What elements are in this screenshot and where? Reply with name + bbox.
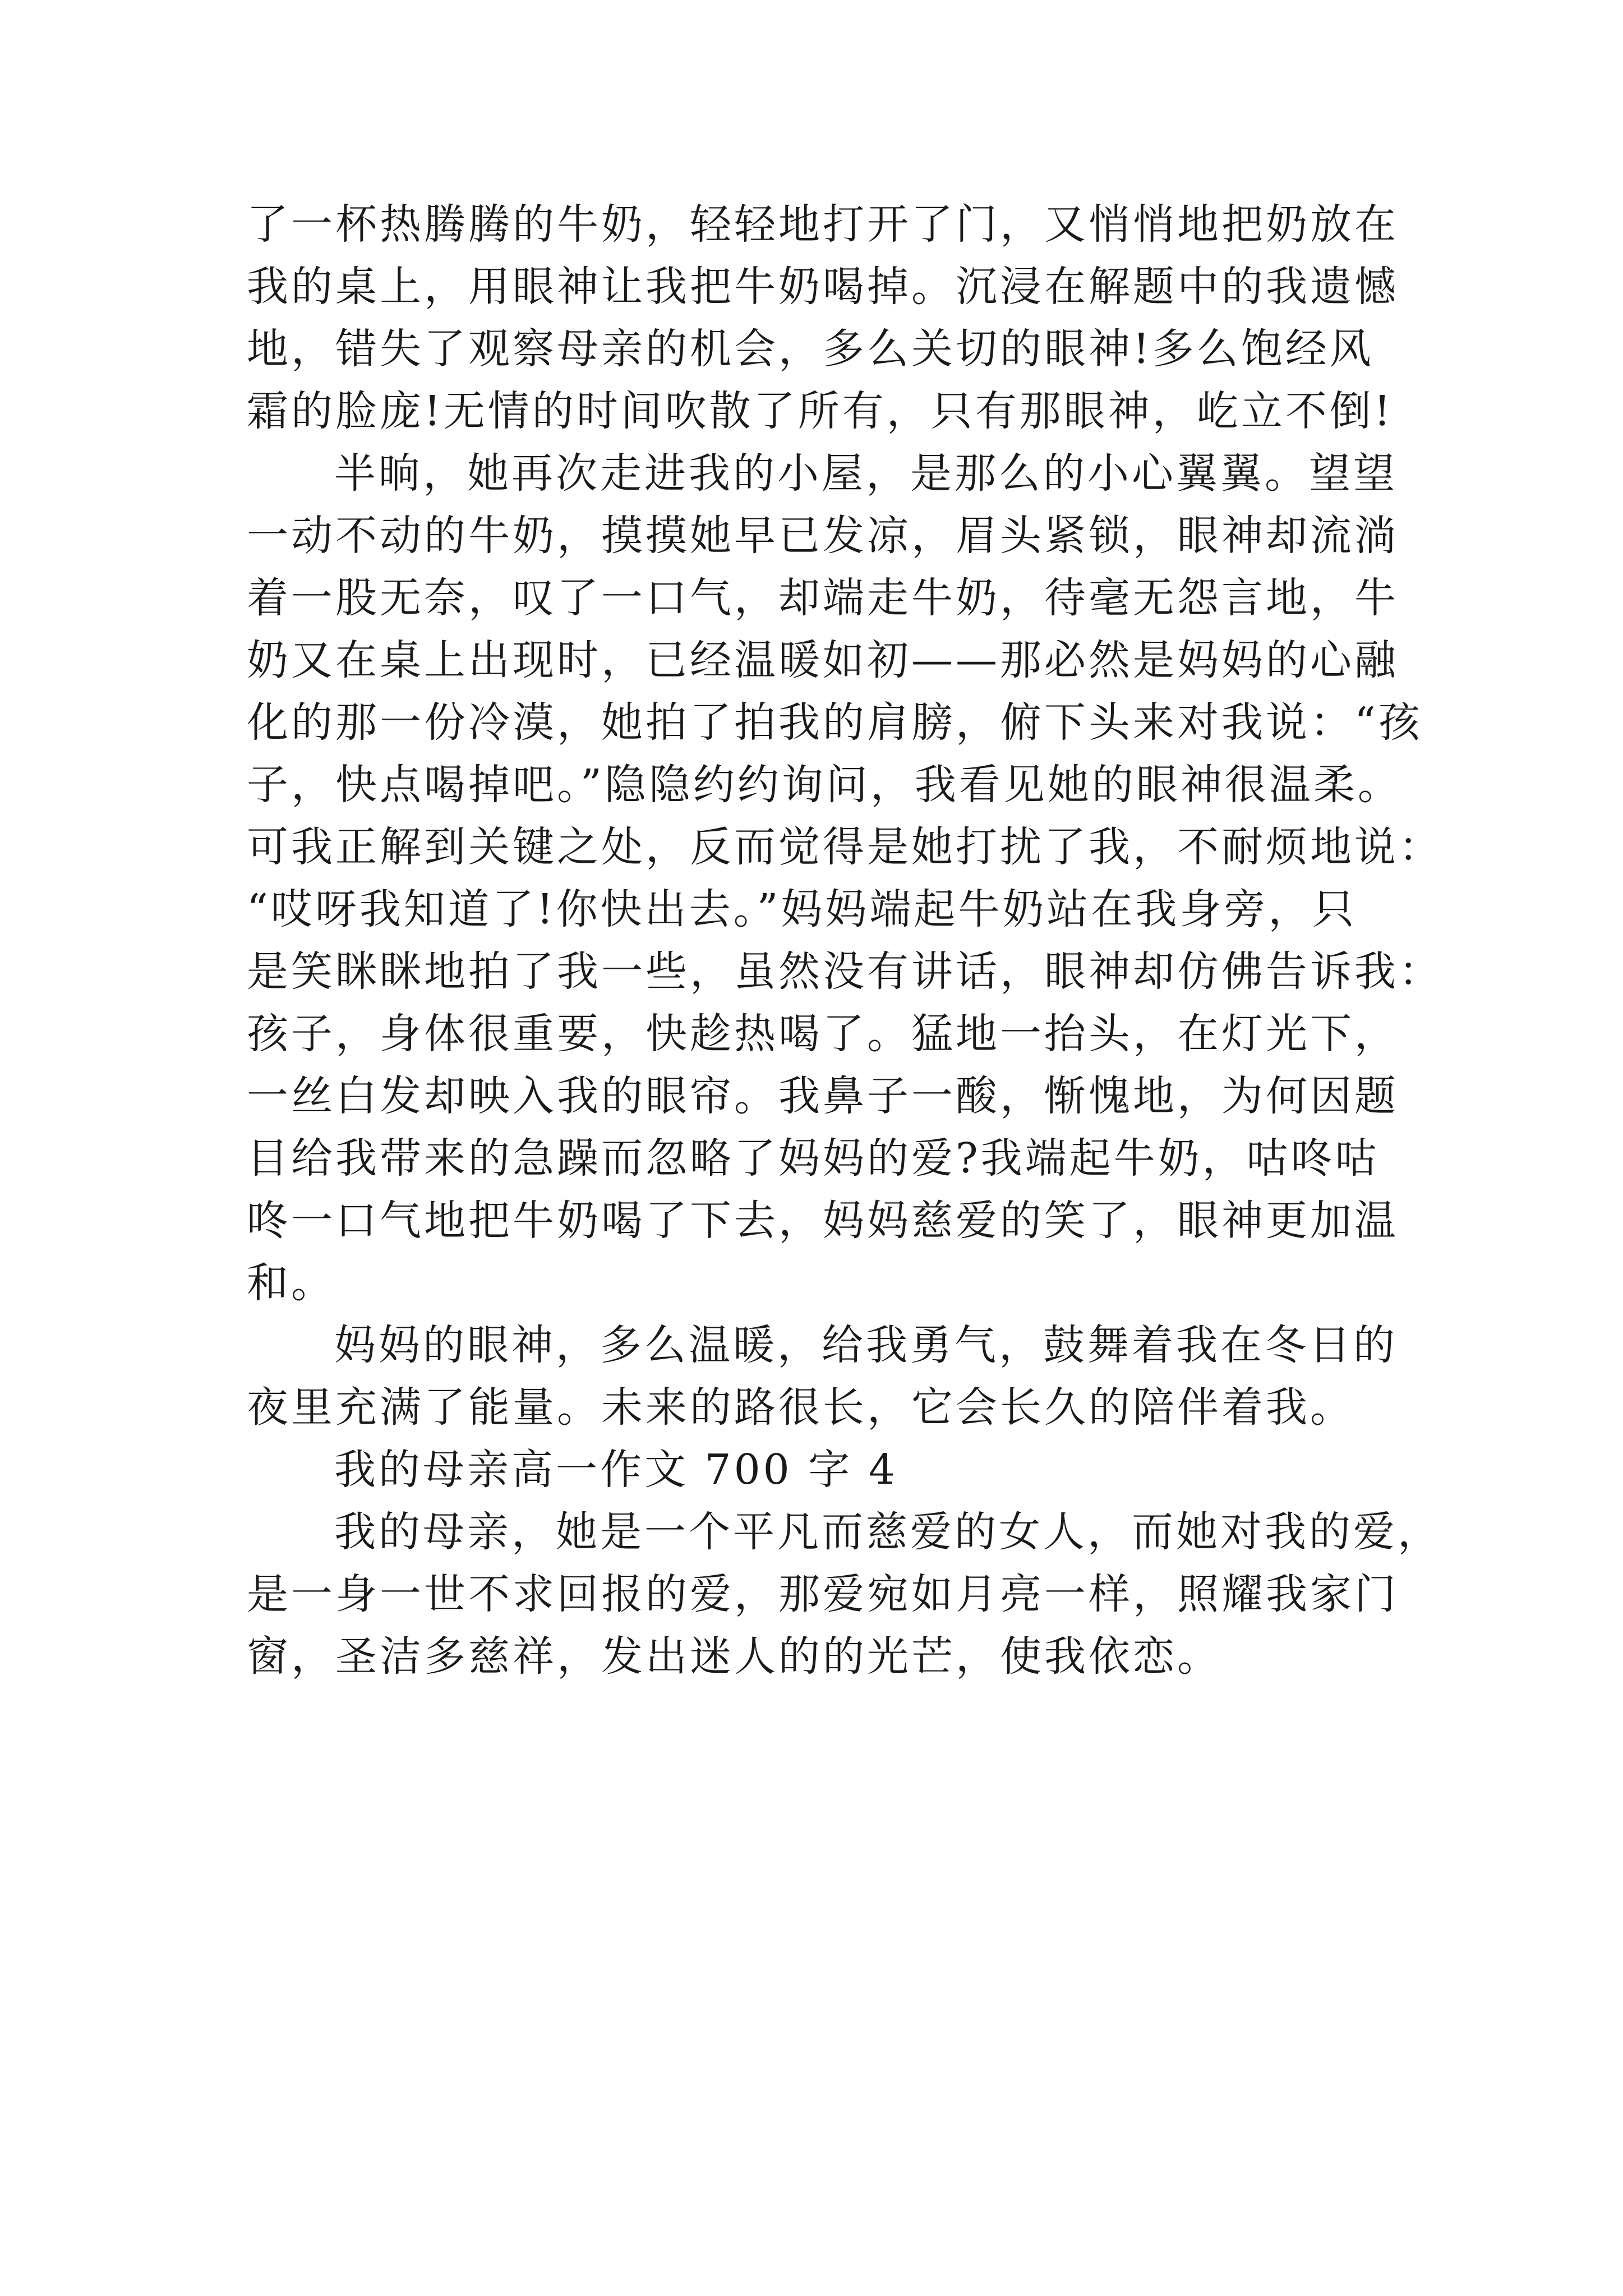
text-line: 了一杯热腾腾的牛奶，轻轻地打开了门，又悄悄地把奶放在 (247, 200, 1399, 249)
text-line: 是一身一世不求回报的爱，那爱宛如月亮一样，照耀我家门 (247, 1570, 1399, 1618)
text-line: 着一股无奈，叹了一口气，却端走牛奶，待毫无怨言地，牛 (247, 574, 1399, 622)
paragraph-start-line: 半晌，她再次走进我的小屋，是那么的小心翼翼。望望 (334, 449, 1398, 498)
text-line: 我的桌上，用眼神让我把牛奶喝掉。沉浸在解题中的我遗憾 (247, 263, 1399, 311)
paragraph-start-line: 我的母亲，她是一个平凡而慈爱的女人，而她对我的爱， (334, 1508, 1442, 1556)
text-line: 和。 (247, 1259, 335, 1307)
essay-heading: 我的母亲高一作文 700 字 4 (334, 1446, 898, 1494)
text-line: 是笑眯眯地拍了我一些，虽然没有讲话，眼神却仿佛告诉我： (247, 947, 1443, 996)
text-line: 奶又在桌上出现时，已经温暖如初——那必然是妈妈的心融 (247, 636, 1399, 684)
text-line: 窗，圣洁多慈祥，发出迷人的的光芒，使我依恋。 (247, 1632, 1221, 1681)
text-line: 地，错失了观察母亲的机会，多么关切的眼神!多么饱经风 (247, 325, 1374, 373)
text-line: 咚一口气地把牛奶喝了下去，妈妈慈爱的笑了，眼神更加温 (247, 1197, 1399, 1245)
text-line: 可我正解到关键之处，反而觉得是她打扰了我，不耐烦地说： (247, 823, 1443, 871)
essay-body (247, 194, 1443, 1688)
text-line: 夜里充满了能量。未来的路很长，它会长久的陪伴着我。 (247, 1383, 1354, 1432)
text-line: “哎呀我知道了!你快出去。”妈妈端起牛奶站在我身旁，只 (247, 885, 1357, 933)
text-line: 目给我带来的急躁而忽略了妈妈的爱?我端起牛奶，咕咚咕 (247, 1134, 1380, 1182)
text-line: 一动不动的牛奶，摸摸她早已发凉，眉头紧锁，眼神却流淌 (247, 512, 1399, 560)
text-line: 化的那一份冷漠，她拍了拍我的肩膀，俯下头来对我说：“孩 (247, 698, 1423, 747)
text-line: 一丝白发却映入我的眼帘。我鼻子一酸，惭愧地，为何因题 (247, 1072, 1399, 1120)
text-line: 孩子，身体很重要，快趁热喝了。猛地一抬头，在灯光下， (247, 1010, 1399, 1058)
paragraph-start-line: 妈妈的眼神，多么温暖，给我勇气，鼓舞着我在冬日的 (334, 1321, 1398, 1369)
text-line: 子，快点喝掉吧。”隐隐约约询问，我看见她的眼神很温柔。 (247, 761, 1402, 809)
text-line: 霜的脸庞!无情的时间吹散了所有，只有那眼神，屹立不倒! (247, 387, 1394, 435)
